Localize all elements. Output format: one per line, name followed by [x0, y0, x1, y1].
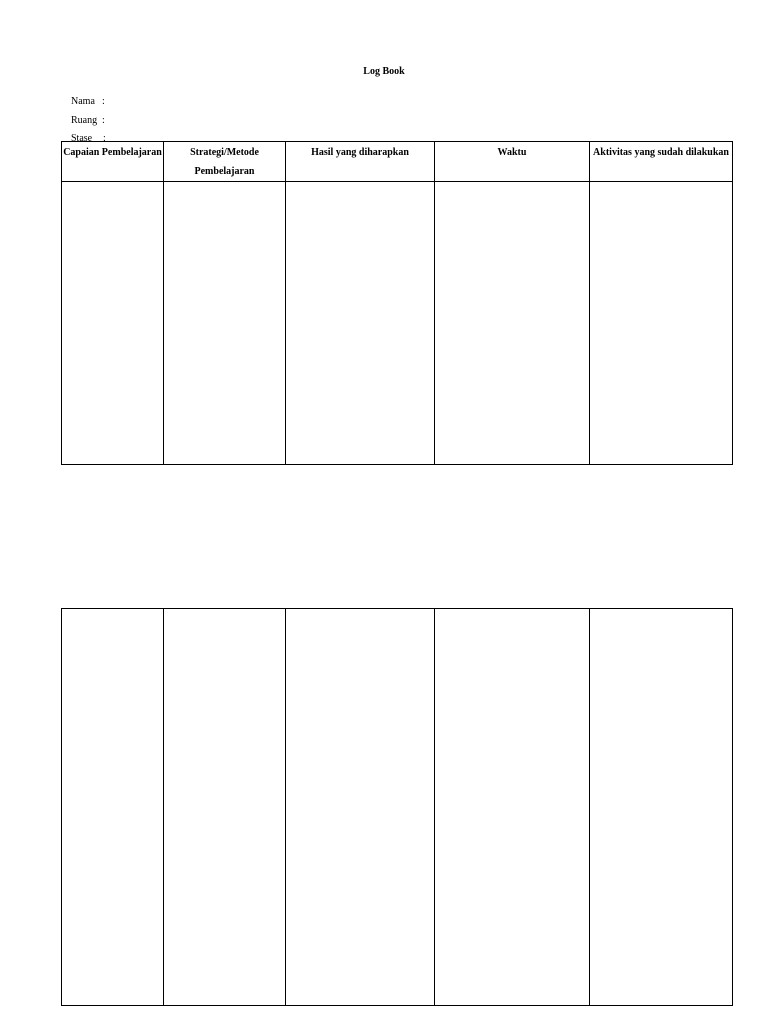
field-ruang-label: Ruang	[71, 115, 98, 126]
table-cell[interactable]	[590, 182, 733, 465]
table-cell[interactable]	[164, 182, 286, 465]
table-cell[interactable]	[435, 609, 590, 1006]
table-cell[interactable]	[590, 609, 733, 1006]
logbook-table-continued	[61, 608, 733, 1006]
header-waktu: Waktu	[435, 142, 590, 182]
header-aktivitas: Aktivitas yang sudah dilakukan	[590, 142, 733, 182]
field-ruang-separator: :	[102, 115, 105, 126]
table-header	[62, 142, 733, 182]
table-cell[interactable]	[286, 609, 435, 1006]
table-cell[interactable]	[286, 182, 435, 465]
table-cell[interactable]	[164, 609, 286, 1006]
table-cell[interactable]	[435, 182, 590, 465]
field-nama-label: Nama	[71, 96, 95, 107]
table-cell[interactable]	[62, 609, 164, 1006]
header-strategi-metode: Strategi/Metode Pembelajaran	[164, 142, 286, 182]
page-title: Log Book	[363, 66, 405, 77]
field-nama-separator: :	[102, 96, 105, 107]
table-cell[interactable]	[62, 182, 164, 465]
table-row	[62, 182, 733, 465]
logbook-table	[61, 141, 733, 465]
table-row	[62, 609, 733, 1006]
table-header-row	[62, 142, 733, 182]
header-hasil-diharapkan: Hasil yang diharapkan	[286, 142, 435, 182]
header-capaian-pembelajaran: Capaian Pembelajaran	[62, 142, 164, 182]
field-stase-separator: :	[103, 133, 106, 144]
field-stase-label: Stase	[71, 133, 93, 144]
